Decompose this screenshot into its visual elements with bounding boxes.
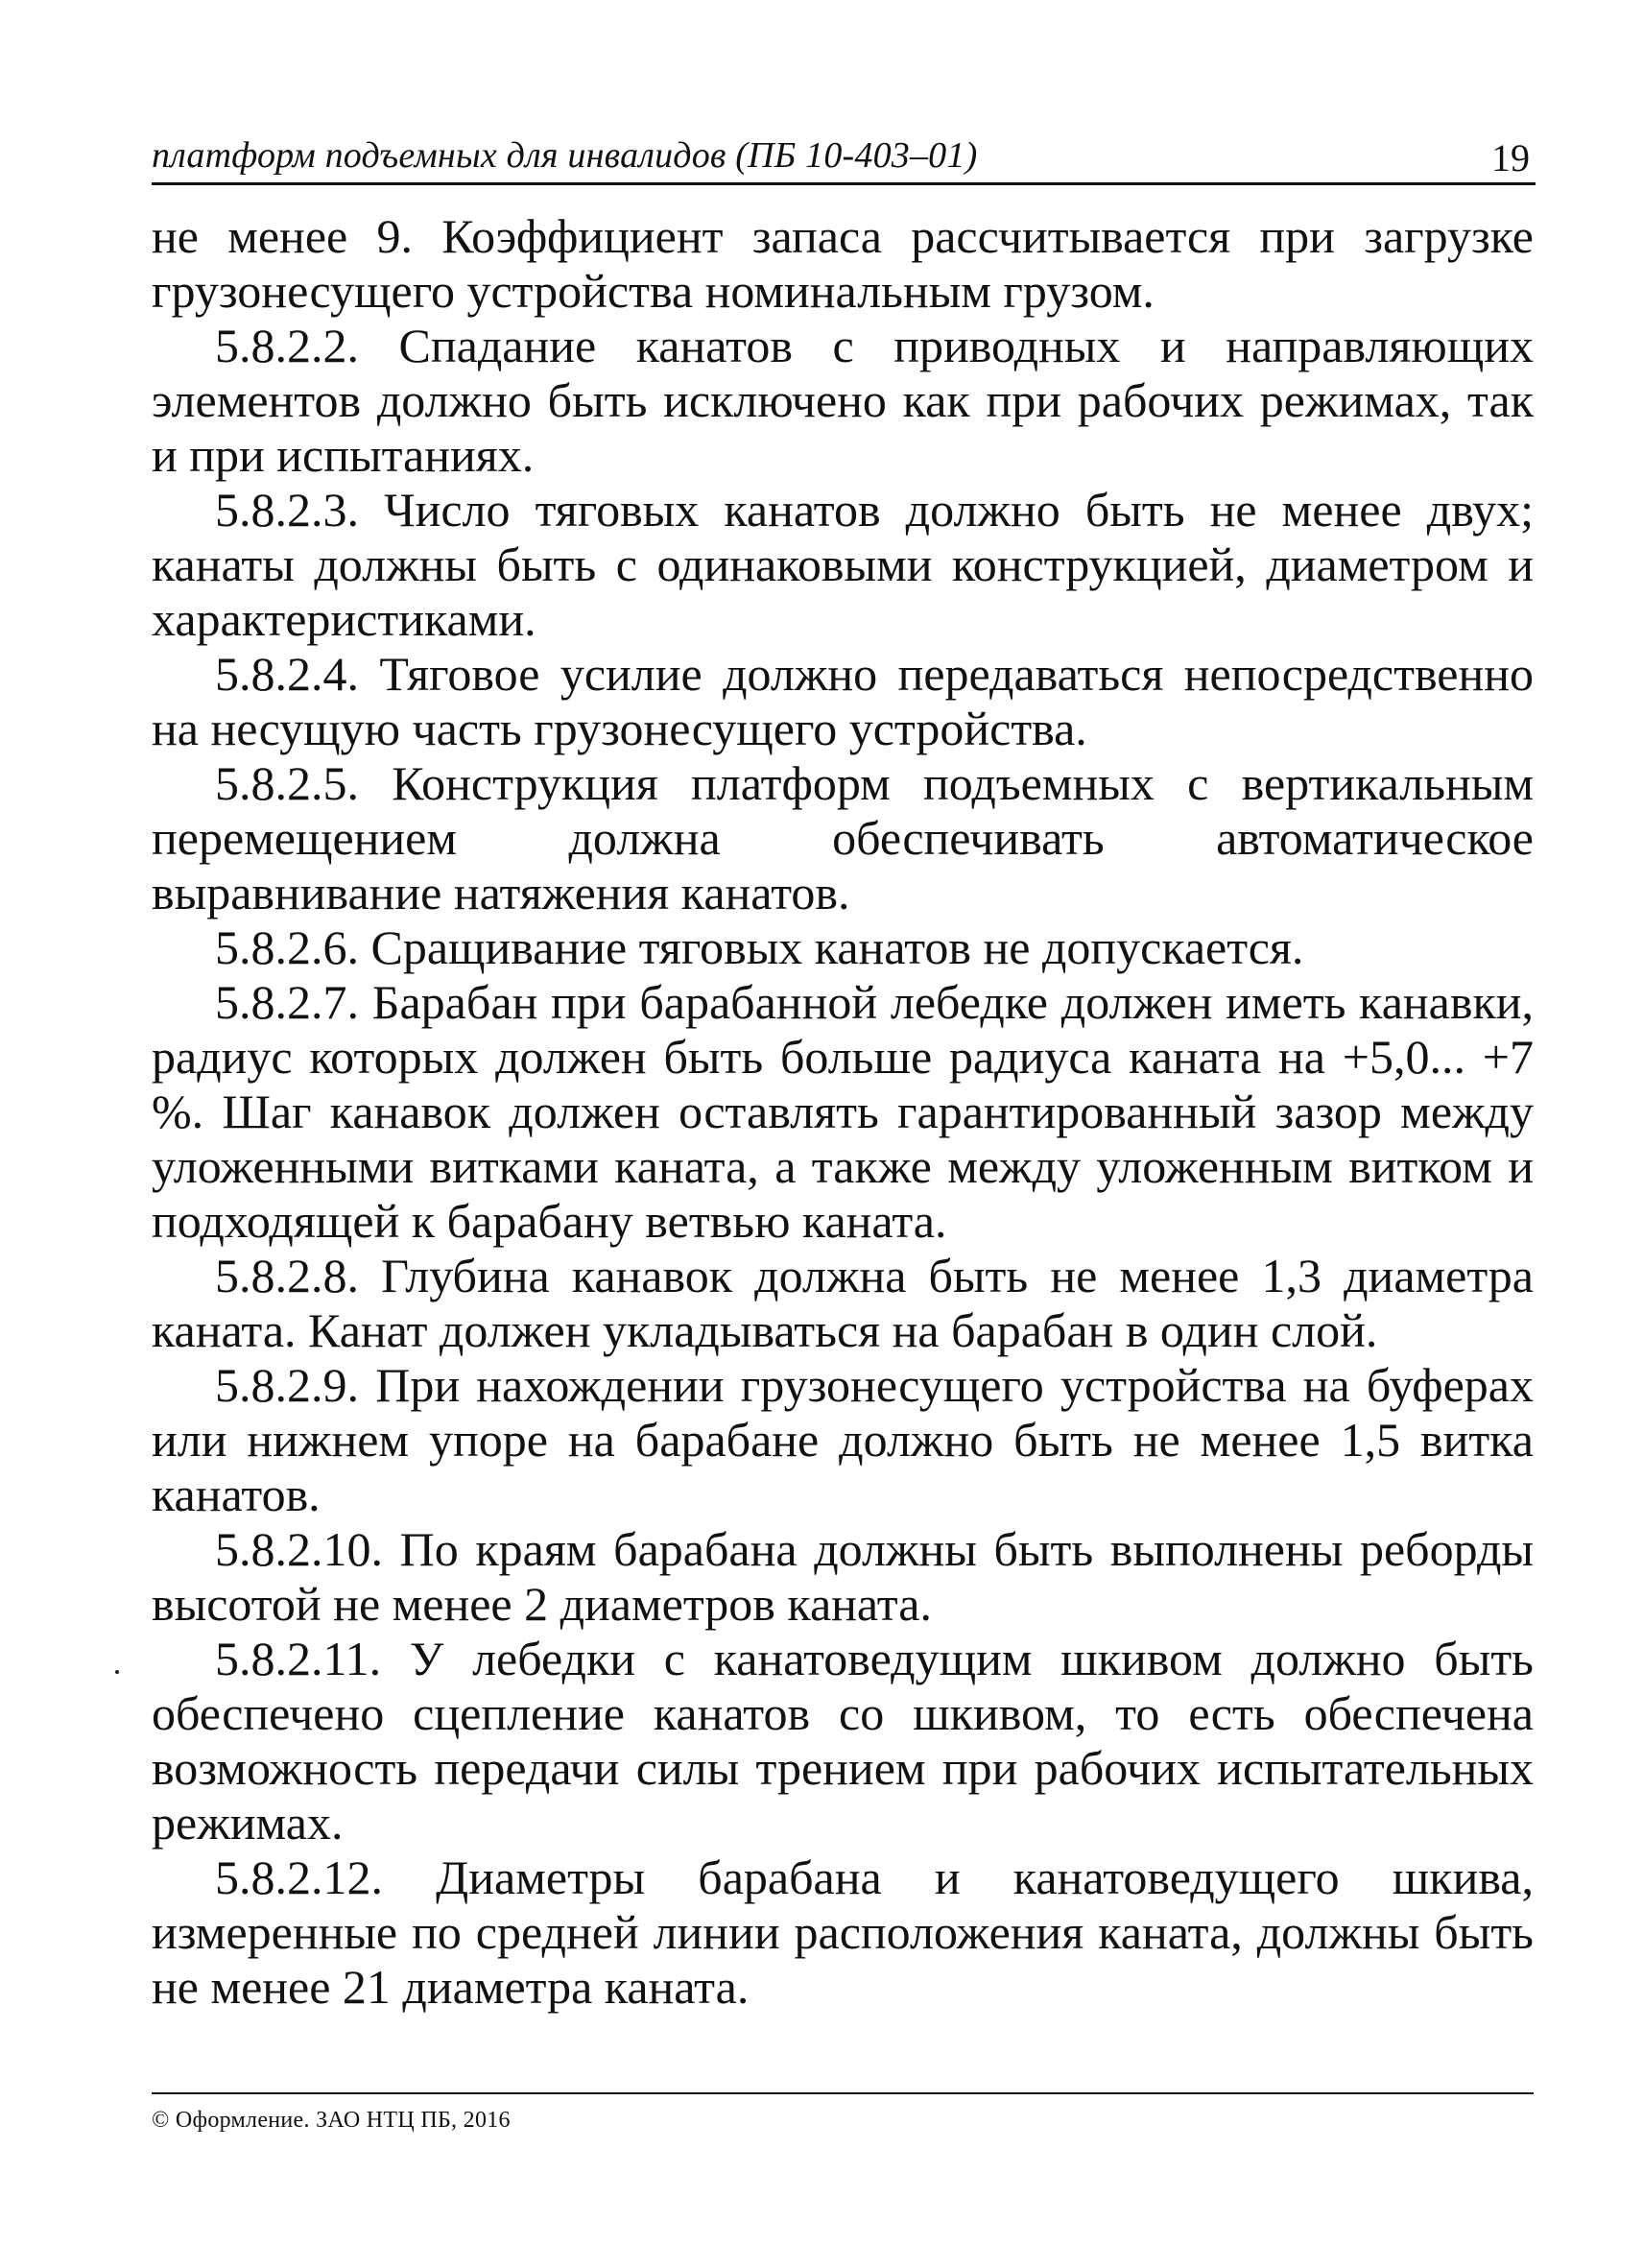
paragraph-5-8-2-10: 5.8.2.10. По краям барабана должны быть выполнены реборды высотой не менее 2 диаметров каната. — [152, 1522, 1534, 1631]
paragraph-5-8-2-3: 5.8.2.3. Число тяговых канатов должно быть не менее двух; канаты должны быть с одинаковыми конструкцией, диаметром и характеристиками. — [152, 483, 1534, 646]
paragraph-5-8-2-8: 5.8.2.8. Глубина канавок должна быть не менее 1,3 диаметра каната. Канат должен укладываться на барабан в один слой. — [152, 1249, 1534, 1357]
running-header — [152, 132, 1536, 185]
page-number: 19 — [1491, 136, 1530, 179]
paragraph-5-8-2-6: 5.8.2.6. Сращивание тяговых канатов не допускается. — [215, 920, 1304, 974]
paragraph-continuation: не менее 9. Коэффициент запаса рассчитывается при загрузке грузонесущего устройства номинальным грузом. — [152, 209, 1534, 318]
body-text — [152, 209, 1534, 2015]
paragraph-5-8-2-2: 5.8.2.2. Спадание канатов с приводных и направляющих элементов должно быть исключено как при рабочих режимах, так и при испытаниях. — [152, 319, 1534, 482]
paragraph-5-8-2-9: 5.8.2.9. При нахождении грузонесущего устройства на буферах или нижнем упоре на барабане должно быть не менее 1,5 витка канатов. — [152, 1358, 1534, 1521]
footer-copyright: © Оформление. ЗАО НТЦ ПБ, 2016 — [152, 2108, 511, 2133]
paragraph-5-8-2-4: 5.8.2.4. Тяговое усилие должно передаваться непосредственно на несущую часть грузонесущего устройства. — [152, 647, 1534, 755]
paragraph-5-8-2-7: 5.8.2.7. Барабан при барабанной лебедке должен иметь канавки, радиус которых должен быть больше радиуса каната на +5,0... +7 %. Шаг канавок должен оставлять гарантированный зазор между уложенными витками каната, а также между уложенным витком и подходящей к барабану ветвью каната. — [152, 975, 1534, 1248]
scan-speck — [115, 1670, 119, 1674]
paragraph-5-8-2-5: 5.8.2.5. Конструкция платформ подъемных с вертикальным перемещением должна обеспечивать автоматическое выравнивание натяжения канатов. — [152, 756, 1534, 919]
paragraph-5-8-2-12: 5.8.2.12. Диаметры барабана и канатоведущего шкива, измеренные по средней линии расположения каната, должны быть не менее 21 диаметра каната. — [152, 1850, 1534, 2014]
footer-rule — [152, 2092, 1534, 2094]
running-title: платформ подъемных для инвалидов (ПБ 10-403–01) — [152, 135, 978, 176]
paragraph-5-8-2-11: 5.8.2.11. У лебедки с канатоведущим шкивом должно быть обеспечено сцепление канатов со шкивом, то есть обеспечена возможность передачи силы трением при рабочих испытательных режимах. — [152, 1632, 1534, 1850]
